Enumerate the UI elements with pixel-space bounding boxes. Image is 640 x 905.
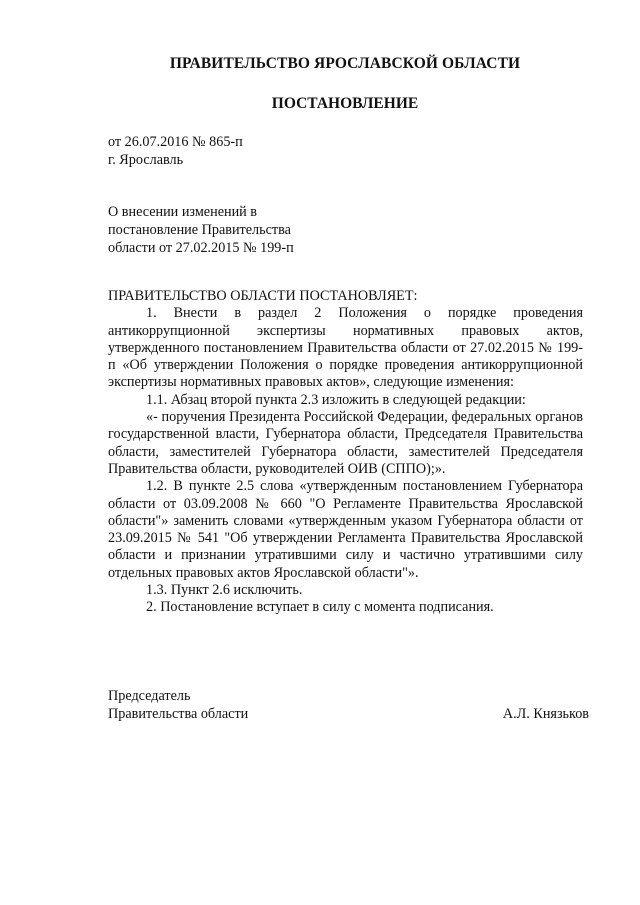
paragraph-item-1-3: 1.3. Пункт 2.6 исключить.: [146, 582, 303, 599]
signature-block: [108, 687, 589, 723]
document-type-title: ПОСТАНОВЛЕНИЕ: [271, 95, 419, 112]
paragraph-item-1-2: 1.2. В пункте 2.5 слова «утвержденным постановлением Губернатора области от 03.09.2008 № 660 "О Регламенте Правительства Ярославской области"» заменить словами «утвержденным указом Губернатора области от 23.09.2015 № 541 "Об утверждении Регламента Правительства Ярославской области и признании утратившими силу и частично утратившими силу отдельных правовых актов Ярославской области"».: [108, 478, 583, 581]
signer-position-line1: Председатель: [108, 688, 191, 704]
paragraph-item-1: 1. Внести в раздел 2 Положения о порядке проведения антикоррупционной экспертизы нормативных правовых актов, утвержденного постановлением Правительства области от 27.02.2015 № 199-п «Об утверждении Положения о порядке проведения антикоррупционной экспертизы нормативных правовых актов», следующие изменения:: [108, 305, 583, 391]
government-title: ПРАВИТЕЛЬСТВО ЯРОСЛАВСКОЙ ОБЛАСТИ: [169, 55, 521, 72]
subject-line: области от 27.02.2015 № 199-п: [108, 240, 294, 256]
paragraph-item-2: 2. Постановление вступает в силу с момента подписания.: [146, 599, 494, 616]
preamble: ПРАВИТЕЛЬСТВО ОБЛАСТИ ПОСТАНОВЛЯЕТ:: [108, 288, 418, 304]
city: г. Ярославль: [108, 152, 184, 168]
document-subject: [108, 203, 294, 257]
subject-line: О внесении изменений в: [108, 204, 258, 220]
paragraph-quote: «- поручения Президента Российской Федерации, федеральных органов государственной власти, Губернатора области, Председателя Правительства области, заместителей Губернатора области, заместителей Председателя Правительства области, руководителей ОИВ (СППО);».: [108, 409, 583, 477]
date-number: от 26.07.2016 № 865-п: [108, 134, 243, 150]
signer-position-line2: Правительства области: [108, 706, 249, 722]
subject-line: постановление Правительства: [108, 222, 291, 238]
signer-name: А.Л. Князьков: [502, 706, 589, 722]
document-body: [108, 288, 583, 617]
document-meta: [108, 133, 243, 169]
signature-row: [108, 705, 589, 723]
paragraph-item-1-1: 1.1. Абзац второй пункта 2.3 изложить в следующей редакции:: [146, 391, 526, 408]
